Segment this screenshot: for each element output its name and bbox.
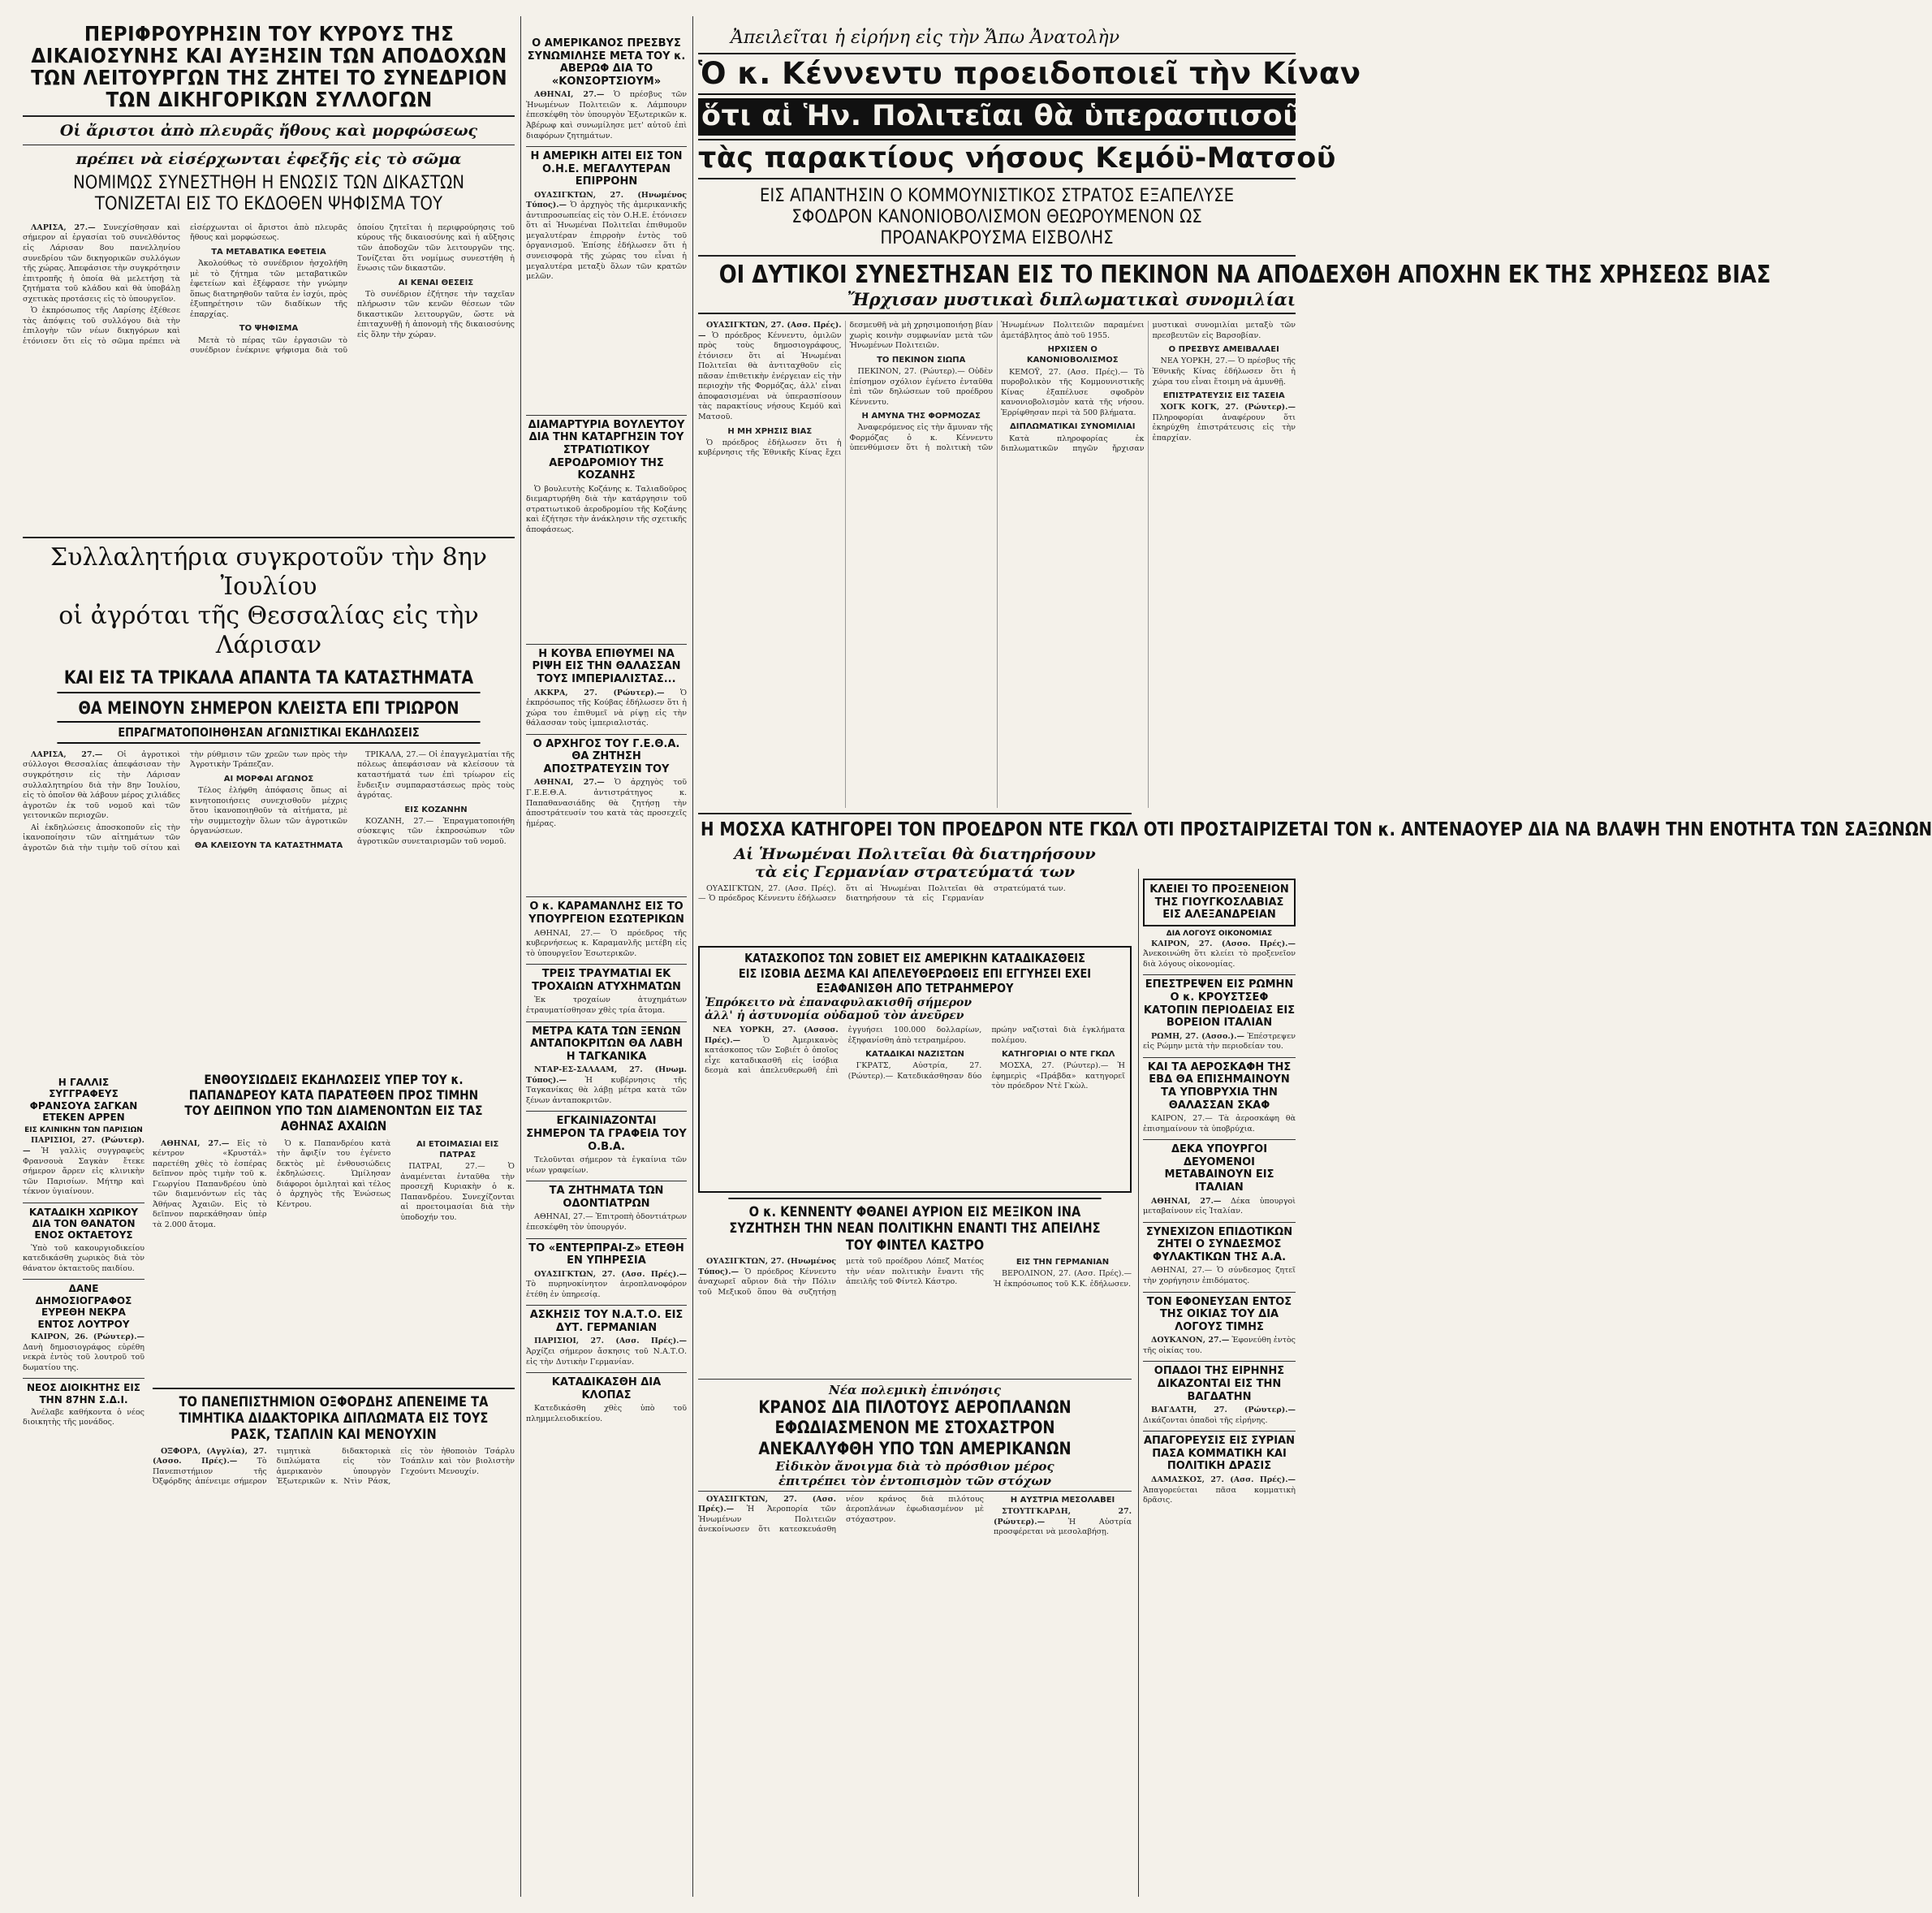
dateline: ΡΩΜΗ, 27. (Ασσο.).— — [1151, 1031, 1244, 1041]
arrest-headline: ΣΥΝΕΧΙΖΟΝ ΕΠΙΔΟΤΙΚΩΝ ΖΗΤΕΙ Ο ΣΥΝΔΕΣΜΟΣ ΦΥΛΑΚΤΙΚΩΝ ΤΗΣ Α.Α. — [1143, 1222, 1296, 1264]
dentists-body: ΑΘΗΝΑΙ, 27.— Ἐπιτροπὴ ὀδοντιάτρων ἐπεσκέφθη τὸν ὑπουργόν. — [526, 1212, 687, 1232]
gaulle-subhead: Αἱ Ἡνωμέναι Πολιτεῖαι θὰ διατηρήσουν — [734, 844, 1096, 863]
ministers-body: ΑΘΗΝΑΙ, 27.— Δέκα ὑπουργοὶ μεταβαίνουν εἰς Ἰταλίαν. — [1143, 1196, 1296, 1216]
section-heading: ΕΙΣ ΤΗΝ ΓΕΡΜΑΝΙΑΝ — [1016, 1258, 1110, 1267]
papandreou-body: ΑΘΗΝΑΙ, 27.— Εἰς τὸ κέντρον «Κρυστάλ» παρετέθη χθὲς τὸ ἑσπέρας δεῖπνον πρὸς τιμὴν τοῦ κ. Γεωργίου Παπανδρέου ὑπὸ τῶν διαμενόντων εἰς τὰς Ἀθήνας Ἀχαιῶν. Εἰς τὸ δεῖπνον παρεκάθησαν ὑπὲρ τὰ 2.000 ἄτομα. Ὁ κ. Παπανδρέου κατὰ τὴν ἄφιξίν του ἐγένετο δεκτὸς μὲ ἐνθουσιώδεις ἐκδηλώσεις. Ὡμίλησαν διάφοροι ὁμιληταὶ καὶ τέλος ὁ ἀρχηγὸς τῆς Ἑνώσεως Κέντρου. ΑΙ ΕΤΟΙΜΑΣΙΑΙ ΕΙΣ ΠΑΤΡΑΣ ΠΑΤΡΑΙ, 27.— Ὁ ἀναμένεται ἐνταῦθα τὴν προσεχῆ Κυριακὴν ὁ κ. Παπανδρέου. Συνεχίζονται αἱ προετοιμασίαι διὰ τὴν ὑποδοχήν του. — [153, 1138, 515, 1229]
dateline: ΟΥΑΣΙΓΚΤΩΝ, 27. (Ασσ. Πρές).— — [698, 321, 842, 340]
section-heading: ΤΟ ΨΗΦΙΣΜΑ — [239, 324, 299, 334]
syria-headline: ΑΠΑΓΟΡΕΥΣΙΣ ΕΙΣ ΣΥΡΙΑΝ ΠΑΣΑ ΚΟΜΜΑΤΙΚΗ ΚΑΙ ΠΟΛΙΤΙΚΗ ΔΡΑΣΙΣ — [1143, 1431, 1296, 1473]
gaulle-headline: Η ΜΟΣΧΑ ΚΑΤΗΓΟΡΕΙ ΤΟΝ ΠΡΟΕΔΡΟΝ ΝΤΕ ΓΚΩΛ ΟΤΙ ΠΡΟΣΤΑΙΡΙΖΕΤΑΙ ΤΟΝ κ. ΑΝΤΕΝΑΟΥΕΡ ΔΙΑ ΝΑ ΒΛΑΨΗ ΤΗΝ ΕΝΟΤΗΤΑ ΤΩΝ ΣΑΞΩΝΩΝ — [700, 819, 1932, 841]
accident-body: Ἐκ τροχαίων ἀτυχημάτων ἐτραυματίσθησαν χθὲς τρία ἄτομα. — [526, 995, 687, 1015]
cuba-headline: Η ΚΟΥΒΑ ΕΠΙΘΥΜΕΙ ΝΑ ΡΙΨΗ ΕΙΣ ΤΗΝ ΘΑΛΑΣΣΑΝ ΤΟΥΣ ΙΜΠΕΡΙΑΛΙΣΤΑΣ... — [526, 644, 687, 686]
dateline: ΧΟΓΚ ΚΟΓΚ, 27. (Ρώυτερ).— — [1160, 403, 1296, 412]
section-heading: Η ΑΥΣΤΡΙΑ ΜΕΣΟΛΑΒΕΙ — [1010, 1495, 1115, 1505]
theft-headline: ΚΑΤΑΔΙΚΑΣΘΗ ΔΙΑ ΚΛΟΠΑΣ — [526, 1372, 687, 1401]
helmet-subhead: Εἰδικὸν ἄνοιγμα διὰ τὸ πρόσθιον μέρος — [775, 1458, 1054, 1474]
dateline: ΝΤΑΡ-ΕΣ-ΣΑΛΑΑΜ, 27. (Ηνωμ. Τύπος).— — [526, 1065, 687, 1085]
dateline: ΟΥΑΣΙΓΚΤΩΝ, 27. (Ηνωμένος Τύπος).— — [698, 1257, 836, 1276]
dentists-headline: ΤΑ ΖΗΤΗΜΑΤΑ ΤΩΝ ΟΔΟΝΤΙΑΤΡΩΝ — [526, 1181, 687, 1210]
section-heading: ΕΙΣ ΚΟΖΑΝΗΝ — [404, 805, 468, 814]
rome-headline: ΕΠΕΣΤΡΕΨΕΝ ΕΙΣ ΡΩΜΗΝ Ο κ. ΚΡΟΥΣΤΣΕΦ ΚΑΤΟΠΙΝ ΠΕΡΙΟΔΕΙΑΣ ΕΙΣ ΒΟΡΕΙΟΝ ΙΤΑΛΙΑΝ — [1143, 974, 1296, 1029]
dateline: ΚΑΙΡΟΝ, 26. (Ρώυτερ).— — [31, 1332, 144, 1341]
farmers-deck: ΘΑ ΜΕΙΝΟΥΝ ΣΗΜΕΡΟΝ ΚΛΕΙΣΤΑ ΕΠΙ ΤΡΙΩΡΟΝ — [78, 697, 459, 718]
dateline: ΔΑΜΑΣΚΟΣ, 27. (Ασσ. Πρές).— — [1151, 1475, 1296, 1484]
karamanlis-headline: Ο κ. ΚΑΡΑΜΑΝΛΗΣ ΕΙΣ ΤΟ ΥΠΟΥΡΓΕΙΟΝ ΕΣΩΤΕΡΙΚΩΝ — [526, 896, 687, 926]
brief-subhead: ΕΙΣ ΚΛΙΝΙΚΗΝ ΤΩΝ ΠΑΡΙΣΙΩΝ — [24, 1126, 143, 1135]
column-rule — [692, 16, 693, 1897]
nato-body: ΠΑΡΙΣΙΟΙ, 27. (Ασσ. Πρές).— Ἀρχίζει σήμερον ἄσκησις τοῦ Ν.Α.Τ.Ο. εἰς τὴν Δυτικὴν Γερμανίαν. — [526, 1337, 687, 1367]
gesa-body: ΑΘΗΝΑΙ, 27.— Ὁ ἀρχηγὸς τοῦ Γ.Ε.Ε.Θ.Α. ἀντιστράτηγος κ. Παπαθανασιάδης θὰ ζητήσῃ τὴν ἀποστράτευσίν του κατὰ τὰς προσεχεῖς ἡμέρας. — [526, 778, 688, 828]
peace-body: ΒΑΓΔΑΤΗ, 27. (Ρώυτερ).— Δικάζονται ὀπαδοὶ τῆς εἰρήνης. — [1143, 1406, 1296, 1425]
kozani-body: Ὁ βουλευτὴς Κοζάνης κ. Ταλιαδοῦρος διεμαρτυρήθη διὰ τὴν κατάργησιν τοῦ στρατιωτικοῦ ἀεροδρομίου τῆς Κοζάνης καὶ ἐζήτησε τὴν ἀνάκλησιν τῆς σχετικῆς ἀποφάσεως. — [526, 484, 687, 534]
syria-body: ΔΑΜΑΣΚΟΣ, 27. (Ασσ. Πρές).— Ἀπαγορεύεται πᾶσα κομματικὴ δρᾶσις. — [1143, 1475, 1296, 1505]
brief-headline: ΝΕΟΣ ΔΙΟΙΚΗΤΗΣ ΕΙΣ ΤΗΝ 87ΗΝ Σ.Δ.Ι. — [23, 1378, 144, 1406]
dateline: ΟΥΑΣΙΓΚΤΩΝ, 27. (Ασσ. Πρές).— — [534, 1269, 687, 1279]
brief-body: ΠΑΡΙΣΙΟΙ, 27. (Ρώυτερ).— Ἡ γαλλὶς συγγραφεὺς Φρανσουὰ Σαγκὰν ἔτεκε σήμερον ἄρρεν εἰς κλινικὴν τῶν Παρισίων. Μήτηρ καὶ τέκνον ὑγιαίνουν. — [23, 1136, 144, 1197]
brief-body: ΚΑΙΡΟΝ, 26. (Ρώυτερ).— Δανὴ δημοσιογράφος εὑρέθη νεκρὰ ἐντὸς τοῦ λουτροῦ τοῦ δωματίου της. — [23, 1332, 144, 1372]
averof-headline: Ο ΑΜΕΡΙΚΑΝΟΣ ΠΡΕΣΒΥΣ ΣΥΝΩΜΙΛΗΣΕ ΜΕΤΑ ΤΟΥ κ. ΑΒΕΡΩΦ ΔΙΑ ΤΟ «ΚΟΝΣΟΡΤΣΙΟΥΜ» — [527, 37, 686, 88]
dateline: ΒΑΓΔΑΤΗ, 27. (Ρώυτερ).— — [1151, 1406, 1296, 1415]
mexico-body: ΟΥΑΣΙΓΚΤΩΝ, 27. (Ηνωμένος Τύπος).— Ὁ πρόεδρος Κέννεντυ ἀναχωρεῖ αὔριον διὰ τὴν Πόλιν τοῦ Μεξικοῦ ὅπου θὰ συζητήσῃ μετὰ τοῦ προέδρου Λόπεζ Ματέος τὴν νέαν πολιτικὴν ἔναντι τῆς ἀπειλῆς τοῦ Φίντελ Κάστρο. ΕΙΣ ΤΗΝ ΓΕΡΜΑΝΙΑΝ ΒΕΡΟΛΙΝΟΝ, 27. (Ασσ. Πρές).— Ἡ ἐκπρόσωπος τοῦ Κ.Κ. ἐδήλωσεν. — [698, 1257, 1132, 1297]
section-heading: Η ΜΗ ΧΡΗΣΙΣ ΒΙΑΣ — [727, 426, 813, 436]
helmet-kicker: Νέα πολεμικὴ ἐπινόησις — [698, 1379, 1132, 1397]
accident-headline: ΤΡΕΙΣ ΤΡΑΥΜΑΤΙΑΙ ΕΚ ΤΡΟΧΑΙΩΝ ΑΤΥΧΗΜΑΤΩΝ — [526, 964, 687, 993]
averof-body: ΑΘΗΝΑΙ, 27.— Ὁ πρέσβυς τῶν Ἡνωμένων Πολιτειῶν κ. Λάμπουρν ἐπεσκέφθη τὸν ὑπουργὸν Ἐξωτερικῶν κ. Ἀβέρωφ καὶ συνωμίλησε μετ' αὐτοῦ ἐπὶ διαφόρων ζητημάτων. — [526, 90, 688, 140]
section-heading: ΚΑΤΑΔΙΚΑΙ ΝΑΖΙΣΤΩΝ — [865, 1050, 964, 1060]
kennedy-headline: τὰς παρακτίους νήσους Κεμόϋ-Ματσοῦ — [698, 139, 1296, 179]
helmet-subhead: ἐπιτρέπει τὸν ἐντοπισμὸν τῶν στόχων — [698, 1474, 1132, 1492]
dateline: ΑΘΗΝΑΙ, 27.— — [534, 90, 605, 100]
rome-body: ΡΩΜΗ, 27. (Ασσο.).— Ἐπέστρεψεν εἰς Ρώμην μετὰ τὴν περιοδείαν του. — [1143, 1031, 1296, 1052]
alex-body: ΚΑΙΡΟΝ, 27. (Ασσο. Πρές).— Ἀνεκοινώθη ὅτι κλείει τὸ προξενεῖον διὰ λόγους οἰκονομίας. — [1143, 939, 1296, 969]
dateline: ΝΕΑ ΥΟΡΚΗ, 27. (Ασσοσ. Πρές).— — [705, 1026, 839, 1045]
dateline: ΑΚΚΡΑ, 27. (Ρώυτερ).— — [534, 688, 665, 697]
dateline: ΔΟΥΚΑΝΟΝ, 27.— — [1151, 1336, 1230, 1345]
section-heading: ΘΑ ΚΛΕΙΣΟΥΝ ΤΑ ΚΑΤΑΣΤΗΜΑΤΑ — [194, 840, 343, 850]
papandreou-headline: ΕΝΘΟΥΣΙΩΔΕΙΣ ΕΚΔΗΛΩΣΕΙΣ ΥΠΕΡ ΤΟΥ κ. ΠΑΠΑΝΔΡΕΟΥ ΚΑΤΑ ΠΑΡΑΤΕΘΕΝ ΠΡΟΣ ΤΙΜΗΝ ΤΟΥ ΔΕΙΠΝΟΝ ΥΠΟ ΤΩΝ ΔΙΑΜΕΝΟΝΤΩΝ ΕΙΣ ΤΑΣ ΑΘΗΝΑΣ ΑΧΑΙΩΝ — [184, 1071, 483, 1134]
west-subhead: Ἤρχισαν μυστικαὶ διπλωματικαὶ συνομιλίαι — [698, 289, 1296, 314]
lawyers-headline: ΠΕΡΙΦΡΟΥΡΗΣΙΝ ΤΟΥ ΚΥΡΟΥΣ ΤΗΣ ΔΙΚΑΙΟΣΥΝΗΣ ΚΑΙ ΑΥΞΗΣΙΝ ΤΩΝ ΑΠΟΔΟΧΩΝ ΤΩΝ ΛΕΙΤΟΥΡΓΩΝ ΤΗΣ ΖΗΤΕΙ ΤΟ ΣΥΝΕΔΡΙΟΝ ΤΩΝ ΔΙΚΗΓΟΡΙΚΩΝ ΣΥΛΛΟΓΩΝ — [31, 22, 508, 111]
lawyers-deck: ΝΟΜΙΜΩΣ ΣΥΝΕΣΤΗΘΗ Η ΕΝΩΣΙΣ ΤΩΝ ΔΙΚΑΣΤΩΝ ΤΟΝΙΖΕΤΑΙ ΕΙΣ ΤΟ ΕΚΔΟΘΕΝ ΨΗΦΙΣΜΑ ΤΟΥ — [72, 173, 465, 214]
enterprise-body: ΟΥΑΣΙΓΚΤΩΝ, 27. (Ασσ. Πρές).— Τὸ πυρηνοκίνητον ἀεροπλανοφόρον ἐτέθη ἐν ὑπηρεσίᾳ. — [526, 1269, 687, 1299]
section-heading: ΚΑΤΗΓΟΡΙΑΙ Ο ΝΤΕ ΓΚΩΛ — [1001, 1050, 1115, 1060]
helmet-headline: ΚΡΑΝΟΣ ΔΙΑ ΠΙΛΟΤΟΥΣ ΑΕΡΟΠΛΑΝΩΝ ΕΦΩΔΙΑΣΜΕΝΟΝ ΜΕ ΣΤΟΧΑΣΤΡΟΝ ΑΝΕΚΑΛΥΦΘΗ ΥΠΟ ΤΩΝ ΑΜΕΡΙΚΑΝΩΝ — [758, 1397, 1072, 1458]
section-heading: ΕΠΙΣΤΡΑΤΕΥΣΙΣ ΕΙΣ ΤΑΣΕΙΑ — [1162, 391, 1285, 401]
oxford-body: ΟΞΦΟΡΔ, (Αγγλία), 27. (Ασσο. Πρές).— Τὸ Πανεπιστήμιον τῆς Ὀξφόρδης ἀπένειμε σήμερον τιμητικὰ διδακτορικὰ διπλώματα εἰς τὸν ἀμερικανὸν ὑπουργὸν Ἐξωτερικῶν κ. Ντὶν Ράσκ, εἰς τὸν ἠθοποιὸν Τσάρλυ Τσάπλιν καὶ τὸν βιολιστὴν Γεχούντι Μενουχίν. — [153, 1446, 515, 1487]
section-heading: Ο ΠΡΕΣΒΥΣ ΑΜΕΙΒΑΛΑΕΙ — [1168, 345, 1279, 355]
dateline: ΑΘΗΝΑΙ, 27.— — [534, 778, 605, 788]
lawyers-article: ΛΑΡΙΣΑ, 27.— Συνεχίσθησαν καὶ σήμερον αἱ ἐργασίαι τοῦ συνελθόντος εἰς Λάρισαν 8ου πανελληνίου συνεδρίου τῶν δικηγορικῶν συλλόγων τῆς χώρας. Ἀπεφάσισε τὴν συγκρότησιν ἐπιτροπῆς ἡ ὁποία θὰ μελετήσῃ τὰ ζητήματα τοῦ κλάδου καὶ θὰ ὑποβάλῃ σχετικὰς προτάσεις εἰς τὸ ὑπουργεῖον. Ὁ ἐκπρόσωπος τῆς Λαρίσης ἐξέθεσε τὰς ἀπόψεις τοῦ συλλόγου διὰ τὴν ἐπιλογὴν τῶν νέων δικηγόρων καὶ ἐτόνισεν ὅτι εἰς τὸ σῶμα πρέπει νὰ εἰσέρχωνται οἱ ἄριστοι ἀπὸ πλευρᾶς ἤθους καὶ μορφώσεως. ΤΑ ΜΕΤΑΒΑΤΙΚΑ ΕΦΕΤΕΙΑ Ἀκολούθως τὸ συνέδριον ἠσχολήθη μὲ τὸ ζήτημα τῶν μεταβατικῶν ἐφετείων καὶ ἐξέφρασε τὴν γνώμην ὅπως διατηρηθοῦν ταῦτα ἐν ἰσχύι, πρὸς ἐξυπηρέτησιν τῶν διαδίκων τῆς ἐπαρχίας. ΤΟ ΨΗΦΙΣΜΑ Μετὰ τὸ πέρας τῶν ἐργασιῶν τὸ συνέδριον ἐνέκρινε ψήφισμα διὰ τοῦ ὁποίου ζητεῖται ἡ περιφρούρησις τοῦ κύρους τῆς δικαιοσύνης καὶ ἡ αὔξησις τῶν ἀποδοχῶν τῶν λειτουργῶν της. Τονίζεται ὅτι νομίμως συνεστήθη ἡ ἕνωσις τῶν δικαστῶν. ΑΙ ΚΕΝΑΙ ΘΕΣΕΙΣ Τὸ συνέδριον ἐζήτησε τὴν ταχεῖαν πλήρωσιν τῶν κενῶν θέσεων τῶν δικαστικῶν λειτουργῶν, ὥστε νὰ ἐπιταχυνθῇ ἡ ἀπονομὴ τῆς δικαιοσύνης εἰς ὅλην τὴν χώραν. — [23, 222, 515, 356]
tanganyika-body: ΝΤΑΡ-ΕΣ-ΣΑΛΑΑΜ, 27. (Ηνωμ. Τύπος).— Ἡ κυβέρνησις τῆς Ταγκανίκας θὰ λάβῃ μέτρα κατὰ τῶν ξένων ἀνταποκριτῶν. — [526, 1065, 687, 1105]
gesa-headline: Ο ΑΡΧΗΓΟΣ ΤΟΥ Γ.Ε.Θ.Α. ΘΑ ΖΗΤΗΣΗ ΑΠΟΣΤΡΑΤΕΥΣΙΝ ΤΟΥ — [526, 734, 687, 776]
section-heading: ΔΙΠΛΩΜΑΤΙΚΑΙ ΣΥΝΟΜΙΛΙΑΙ — [1009, 422, 1136, 432]
kennedy-article: ΟΥΑΣΙΓΚΤΩΝ, 27. (Ασσ. Πρές).— Ὁ πρόεδρος Κέννεντυ, ὁμιλῶν πρὸς τοὺς δημοσιογράφους, ἐτόνισεν ὅτι αἱ Ἡνωμέναι Πολιτεῖαι θὰ ἀντιταχθοῦν εἰς πᾶσαν ἐπιθετικὴν ἐνέργειαν εἰς τὴν περιοχὴν τῆς Φορμόζας, ἀλλ' εἶναι ἀποφασισμέναι νὰ ὑπερασπίσουν τὰς παρακτίους νήσους Κεμόϋ καὶ Ματσοῦ. Η ΜΗ ΧΡΗΣΙΣ ΒΙΑΣ Ὁ πρόεδρος ἐδήλωσεν ὅτι ἡ κυβέρνησις τῆς Ἐθνικῆς Κίνας ἔχει δεσμευθῆ νὰ μὴ χρησιμοποιήσῃ βίαν χωρὶς κοινὴν συμφωνίαν μετὰ τῶν Ἡνωμένων Πολιτειῶν. ΤΟ ΠΕΚΙΝΟΝ ΣΙΩΠΑ ΠΕΚΙΝΟΝ, 27. (Ρώυτερ).— Οὐδὲν ἐπίσημον σχόλιον ἐγένετο ἐνταῦθα ἐπὶ τῶν δηλώσεων τοῦ προέδρου Κέννεντυ. Η ΑΜΥΝΑ ΤΗΣ ΦΟΡΜΟΖΑΣ Ἀναφερόμενος εἰς τὴν ἄμυναν τῆς Φορμόζας ὁ κ. Κέννεντυ ὑπενθύμισεν ὅτι ἡ πολιτικὴ τῶν Ἡνωμένων Πολιτειῶν παραμένει ἀμετάβλητος ἀπὸ τοῦ 1955. ΗΡΧΙΣΕΝ Ο ΚΑΝΟΝΙΟΒΟΛΙΣΜΟΣ ΚΕΜΟΫ, 27. (Ασσ. Πρές).— Τὸ πυροβολικὸν τῆς Κομμουνιστικῆς Κίνας ἐξαπέλυσε σφοδρὸν κανονιοβολισμὸν κατὰ τῆς νήσου. Ἐρρίφθησαν περὶ τὰ 500 βλήματα. ΔΙΠΛΩΜΑΤΙΚΑΙ ΣΥΝΟΜΙΛΙΑΙ Κατὰ πληροφορίας ἐκ διπλωματικῶν πηγῶν ἤρχισαν μυστικαὶ συνομιλίαι μεταξὺ τῶν πρεσβευτῶν εἰς Βαρσοβίαν. Ο ΠΡΕΣΒΥΣ ΑΜΕΙΒΑΛΑΕΙ ΝΕΑ ΥΟΡΚΗ, 27.— Ὁ πρέσβυς τῆς Ἐθνικῆς Κίνας ἐδήλωσεν ὅτι ἡ χώρα του εἶναι ἕτοιμη νὰ ἀμυνθῇ. ΕΠΙΣΤΡΑΤΕΥΣΙΣ ΕΙΣ ΤΑΣΕΙΑ ΧΟΓΚ ΚΟΓΚ, 27. (Ρώυτερ).— Πληροφορίαι ἀναφέρουν ὅτι ἐκηρύχθη ἐπιστράτευσις εἰς τὴν ἐπαρχίαν. — [698, 321, 1296, 458]
tanganyika-headline: ΜΕΤΡΑ ΚΑΤΑ ΤΩΝ ΞΕΝΩΝ ΑΝΤΑΠΟΚΡΙΤΩΝ ΘΑ ΛΑΒΗ Η ΤΑΓΚΑΝΙΚΑ — [526, 1021, 687, 1064]
briefs-column — [23, 1072, 144, 1561]
farmers-deck: ΚΑΙ ΕΙΣ ΤΑ ΤΡΙΚΑΛΑ ΑΠΑΝΤΑ ΤΑ ΚΑΤΑΣΤΗΜΑΤΑ — [57, 665, 480, 693]
oie-body: ΟΥΑΣΙΓΚΤΩΝ, 27. (Ηνωμένος Τύπος).— Ὁ ἀρχηγὸς τῆς ἀμερικανικῆς ἀντιπροσωπείας εἰς τὸν Ο.Η.Ε. ἐτόνισεν ὅτι αἱ Ἡνωμέναι Πολιτεῖαι ἐπιθυμοῦν μεγαλυτέραν ἐπιρροὴν ἐντὸς τοῦ ὀργανισμοῦ. Ἐπίσης ἐδήλωσεν ὅτι ἡ συνεισφορὰ τῆς χώρας του εἶναι ἡ μεγαλυτέρα μεταξὺ ὅλων τῶν κρατῶν μελῶν. — [526, 190, 687, 282]
dateline: ΑΘΗΝΑΙ, 27.— — [1151, 1196, 1222, 1206]
karamanlis-body: ΑΘΗΝΑΙ, 27.— Ὁ πρόεδρος τῆς κυβερνήσεως κ. Καραμανλῆς μετέβη εἰς τὸ ὑπουργεῖον Ἐσωτερικῶν. — [526, 928, 687, 958]
cuba-body: ΑΚΚΡΑ, 27. (Ρώυτερ).— Ὁ ἐκπρόσωπος τῆς Κούβας ἐδήλωσεν ὅτι ἡ χώρα του ἐπιθυμεῖ νὰ ρίψῃ εἰς τὴν θάλασσαν τοὺς ἰμπεριαλιστάς. — [526, 688, 687, 728]
kennedy-headline: Ὁ κ. Κέννεντυ προειδοποιεῖ τὴν Κίναν — [698, 53, 1296, 95]
enterprise-headline: ΤΟ «ΕΝΤΕΡΠΡΑΙ-Ζ» ΕΤΕΘΗ ΕΝ ΥΠΗΡΕΣΙΑ — [526, 1238, 687, 1267]
left-section — [23, 23, 515, 1900]
brief-body: Ἀνέλαβε καθήκοντα ὁ νέος διοικητὴς τῆς μονάδος. — [23, 1407, 144, 1427]
far-right-section — [1143, 874, 1296, 1900]
dateline: ΛΑΡΙΣΑ, 27.— — [31, 222, 96, 232]
middle-section — [526, 32, 687, 1900]
alex-headline: ΚΛΕΙΕΙ ΤΟ ΠΡΟΞΕΝΕΙΟΝ ΤΗΣ ΓΙΟΥΓΚΟΣΛΑΒΙΑΣ ΕΙΣ ΑΛΕΞΑΝΔΡΕΙΑΝ — [1143, 879, 1296, 926]
brief-headline: ΔΑΝΕ ΔΗΜΟΣΙΟΓΡΑΦΟΣ ΕΥΡΕΘΗ ΝΕΚΡΑ ΕΝΤΟΣ ΛΟΥΤΡΟΥ — [23, 1279, 144, 1330]
dateline: ΑΘΗΝΑΙ, 27.— — [161, 1138, 230, 1148]
section-heading: ΗΡΧΙΣΕΝ Ο ΚΑΝΟΝΙΟΒΟΛΙΣΜΟΣ — [1026, 345, 1119, 365]
papandreou-article — [153, 1072, 515, 1561]
west-headline: ΟΙ ΔΥΤΙΚΟΙ ΣΥΝΕΣΤΗΣΑΝ ΕΙΣ ΤΟ ΠΕΚΙΝΟΝ ΝΑ ΑΠΟΔΕΧΘΗ ΑΠΟΧΗΝ ΕΚ ΤΗΣ ΧΡΗΣΕΩΣ ΒΙΑΣ — [718, 260, 1771, 289]
dateline: ΟΥΑΣΙΓΚΤΩΝ, 27. (Ηνωμένος Τύπος).— — [526, 190, 687, 210]
kozani-headline: ΔΙΑΜΑΡΤΥΡΙΑ ΒΟΥΛΕΥΤΟΥ ΔΙΑ ΤΗΝ ΚΑΤΑΡΓΗΣΙΝ ΤΟΥ ΣΤΡΑΤΙΩΤΙΚΟΥ ΑΕΡΟΔΡΟΜΙΟΥ ΤΗΣ ΚΟΖΑΝΗΣ — [526, 415, 687, 482]
section-heading: ΑΙ ΕΤΟΙΜΑΣΙΑΙ ΕΙΣ ΠΑΤΡΑΣ — [416, 1139, 499, 1159]
farmers-headline: Συλλαλητήρια συγκροτοῦν τὴν 8ην Ἰουλίου — [50, 542, 487, 601]
dateline: ΣΤΟΥΤΓΚΑΡΔΗ, 27. (Ρώυτερ).— — [994, 1506, 1132, 1527]
spy-subhead: Ἐπρόκειτο νὰ ἐπαναφυλακισθῆ σήμερον — [705, 996, 972, 1010]
section-heading: Η ΑΜΥΝΑ ΤΗΣ ΦΟΡΜΟΖΑΣ — [861, 412, 981, 421]
fled-body: ΔΟΥΚΑΝΟΝ, 27.— Ἐφονεύθη ἐντὸς τῆς οἰκίας του. — [1143, 1336, 1296, 1355]
lawyers-subhead: Οἱ ἄριστοι ἀπὸ πλευρᾶς ἤθους καὶ μορφώσεως — [59, 122, 478, 140]
arrest-body: ΑΘΗΝΑΙ, 27.— Ὁ σύνδεσμος ζητεῖ τὴν χορήγησιν ἐπιδόματος. — [1143, 1266, 1296, 1285]
farmers-deck: ΕΠΡΑΓΜΑΤΟΠΟΙΗΘΗΣΑΝ ΑΓΩΝΙΣΤΙΚΑΙ ΕΚΔΗΛΩΣΕΙΣ — [57, 721, 480, 744]
brief-headline: Η ΓΑΛΛΙΣ ΣΥΓΓΡΑΦΕΥΣ ΦΡΑΝΣΟΥΑ ΣΑΓΚΑΝ ΕΤΕΚΕΝ ΑΡΡΕΝ — [29, 1076, 138, 1124]
kennedy-deck: ΕΙΣ ΑΠΑΝΤΗΣΙΝ Ο ΚΟΜΜΟΥΝΙΣΤΙΚΟΣ ΣΤΡΑΤΟΣ ΕΞΑΠΕΛΥΣΕ ΣΦΟΔΡΟΝ ΚΑΝΟΝΙΟΒΟΛΙΣΜΟΝ ΘΕΩΡΟΥΜΕΝΟΝ ΩΣ ΠΡΟΑΝΑΚΡΟΥΣΜΑ ΕΙΣΒΟΛΗΣ — [759, 185, 1235, 249]
spy-headline: ΚΑΤΑΣΚΟΠΟΣ ΤΩΝ ΣΟΒΙΕΤ ΕΙΣ ΑΜΕΡΙΚΗΝ ΚΑΤΑΔΙΚΑΣΘΕΙΣ ΕΙΣ ΙΣΟΒΙΑ ΔΕΣΜΑ ΚΑΙ ΑΠΕΛΕΥΘΕΡΩΘΕΙΣ ΕΠΙ ΕΓΓΥΗΣΕΙ ΕΧΕΙ ΕΞΑΦΑΝΙΣΘΗ ΑΠΟ ΤΕΤΡΑΗΜΕΡΟΥ — [738, 950, 1092, 996]
spy-box — [698, 946, 1132, 1193]
oba-body: Τελοῦνται σήμερον τὰ ἐγκαίνια τῶν νέων γραφείων. — [526, 1155, 687, 1175]
gaulle-body: ΟΥΑΣΙΓΚΤΩΝ, 27. (Ασσ. Πρές).— Ὁ πρόεδρος Κέννεντυ ἐδήλωσεν ὅτι αἱ Ἡνωμέναι Πολιτεῖαι θὰ διατηρήσουν τὰ εἰς Γερμανίαν στρατεύματά των. — [698, 883, 1066, 904]
peace-headline: ΟΠΑΔΟΙ ΤΗΣ ΕΙΡΗΝΗΣ ΔΙΚΑΖΟΝΤΑΙ ΕΙΣ ΤΗΝ ΒΑΓΔΑΤΗΝ — [1143, 1361, 1296, 1403]
sea-body: ΚΑΙΡΟΝ, 27.— Τὰ ἀεροσκάφη θὰ ἐπισημαίνουν τὰ ὑποβρύχια. — [1143, 1114, 1296, 1134]
farmers-article: ΛΑΡΙΣΑ, 27.— Οἱ ἀγροτικοὶ σύλλογοι Θεσσαλίας ἀπεφάσισαν τὴν συγκρότησιν εἰς τὴν Λάρισαν συλλαλητηρίου διὰ τὴν 8ην Ἰουλίου, εἰς τὸ ὁποῖον θὰ λάβουν μέρος χιλιάδες ἀγροτῶν ἐκ τοῦ νομοῦ καὶ τῶν γειτονικῶν περιοχῶν. Αἱ ἐκδηλώσεις ἀποσκοποῦν εἰς τὴν ἱκανοποίησιν τῶν αἰτημάτων τῶν ἀγροτῶν διὰ τὴν τιμὴν τοῦ σίτου καὶ τὴν ρύθμισιν τῶν χρεῶν των πρὸς τὴν Ἀγροτικὴν Τράπεζαν. ΑΙ ΜΟΡΦΑΙ ΑΓΩΝΟΣ Τέλος ἐλήφθη ἀπόφασις ὅπως αἱ κινητοποιήσεις συνεχισθοῦν μέχρις ὅτου ἱκανοποιηθοῦν τὰ αἰτήματα, μὲ τὴν συμμετοχὴν ὅλων τῶν ἀγροτικῶν ὀργανώσεων. ΘΑ ΚΛΕΙΣΟΥΝ ΤΑ ΚΑΤΑΣΤΗΜΑΤΑ ΤΡΙΚΑΛΑ, 27.— Οἱ ἐπαγγελματίαι τῆς πόλεως ἀπεφάσισαν νὰ κλείσουν τὰ καταστήματά των ἐπὶ τρίωρον εἰς ἔνδειξιν συμπαραστάσεως πρὸς τοὺς ἀγρότας. ΕΙΣ ΚΟΖΑΝΗΝ ΚΟΖΑΝΗ, 27.— Ἐπραγματοποιήθη σύσκεψις τῶν ἐκπροσώπων τῶν ἀγροτικῶν συνεταιρισμῶν τοῦ νομοῦ. — [23, 749, 515, 853]
oba-headline: ΕΓΚΑΙΝΙΑΖΟΝΤΑΙ ΣΗΜΕΡΟΝ ΤΑ ΓΡΑΦΕΙΑ ΤΟΥ Ο.Β.Α. — [526, 1111, 687, 1153]
lawyers-subhead: πρέπει νὰ εἰσέρχωνται ἐφεξῆς εἰς τὸ σῶμα — [75, 150, 462, 168]
brief-headline: ΚΑΤΑΔΙΚΗ ΧΩΡΙΚΟΥ ΔΙΑ ΤΟΝ ΘΑΝΑΤΟΝ ΕΝΟΣ ΟΚΤΑΕΤΟΥΣ — [23, 1203, 144, 1242]
dateline: ΟΞΦΟΡΔ, (Αγγλία), 27. (Ασσο. Πρές).— — [153, 1446, 267, 1466]
helmet-body: ΟΥΑΣΙΓΚΤΩΝ, 27. (Ασσ. Πρές).— Ἡ Ἀεροπορία τῶν Ἡνωμένων Πολιτειῶν ἀνεκοίνωσεν ὅτι κατεσκευάσθη νέον κράνος διὰ πιλότους ἀεροπλάνων ἐφωδιασμένον μὲ στόχαστρον. Η ΑΥΣΤΡΙΑ ΜΕΣΟΛΑΒΕΙ ΣΤΟΥΤΓΚΑΡΔΗ, 27. (Ρώυτερ).— Ἡ Αὐστρία προσφέρεται νὰ μεσολαβήσῃ. — [698, 1494, 1132, 1537]
oie-headline: Η ΑΜΕΡΙΚΗ ΑΙΤΕΙ ΕΙΣ ΤΟΝ Ο.Η.Ε. ΜΕΓΑΛΥΤΕΡΑΝ ΕΠΙΡΡΟΗΝ — [526, 146, 687, 188]
brief-body: Ὑπὸ τοῦ κακουργιοδικείου κατεδικάσθη χωρικὸς διὰ τὸν θάνατον ὀκταετοῦς παιδίου. — [23, 1243, 144, 1273]
dateline: ΠΑΡΙΣΙΟΙ, 27. (Ασσ. Πρές).— — [534, 1337, 687, 1346]
dateline: ΟΥΑΣΙΓΚΤΩΝ, 27. (Ασσ. Πρές).— — [698, 1494, 836, 1514]
dateline: ΠΑΡΙΣΙΟΙ, 27. (Ρώυτερ).— — [23, 1136, 144, 1155]
dateline: ΚΑΙΡΟΝ, 27. (Ασσο. Πρές).— — [1151, 939, 1296, 948]
nato-headline: ΑΣΚΗΣΙΣ ΤΟΥ Ν.Α.Τ.Ο. ΕΙΣ ΔΥΤ. ΓΕΡΜΑΝΙΑΝ — [526, 1305, 687, 1334]
spy-subhead: ἀλλ' ἡ ἀστυνομία οὐδαμοῦ τὸν ἀνεῦρεν — [705, 1009, 964, 1023]
gaulle-subhead: τὰ εἰς Γερμανίαν στρατεύματά των — [754, 862, 1076, 881]
farmers-headline: οἱ ἀγρόται τῆς Θεσσαλίας εἰς τὴν Λάρισαν — [58, 601, 479, 659]
mexico-headline: Ο κ. ΚΕΝΝΕΝΤΥ ΦΘΑΝΕΙ ΑΥΡΙΟΝ ΕΙΣ ΜΕΞΙΚΟΝ ΙΝΑ ΣΥΖΗΤΗΣΗ ΤΗΝ ΝΕΑΝ ΠΟΛΙΤΙΚΗΝ ΕΝΑΝΤΙ ΤΗΣ ΑΠΕΙΛΗΣ ΤΟΥ ΦΙΝΤΕΛ ΚΑΣΤΡΟ — [728, 1198, 1101, 1254]
theft-body: Κατεδικάσθη χθὲς ὑπὸ τοῦ πλημμελειοδικείου. — [526, 1404, 687, 1423]
spy-body: ΝΕΑ ΥΟΡΚΗ, 27. (Ασσοσ. Πρές).— Ὁ Ἀμερικανὸς κατάσκοπος τῶν Σοβιέτ ὁ ὁποῖος εἶχε καταδικασθῆ εἰς ἰσόβια δεσμὰ καὶ ἀπελευθερωθῆ ἐπὶ ἐγγυήσει 100.000 δολλαρίων, ἐξηφανίσθη ἀπὸ τετραημέρου. ΚΑΤΑΔΙΚΑΙ ΝΑΖΙΣΤΩΝ ΓΚΡΑΤΣ, Αὐστρία, 27. (Ρώυτερ).— Κατεδικάσθησαν δύο πρώην ναζισταὶ διὰ ἐγκλήματα πολέμου. ΚΑΤΗΓΟΡΙΑΙ Ο ΝΤΕ ΓΚΩΛ ΜΟΣΧΑ, 27. (Ρώυτερ).— Ἡ ἐφημερὶς «Πράβδα» κατηγορεῖ τὸν πρόεδρον Ντὲ Γκὼλ. — [705, 1026, 1125, 1091]
kennedy-headline: ὅτι αἱ Ἡν. Πολιτεῖαι θὰ ὑπερασπισοῦν — [698, 98, 1296, 136]
section-heading: ΑΙ ΜΟΡΦΑΙ ΑΓΩΝΟΣ — [223, 774, 314, 784]
sea-headline: ΚΑΙ ΤΑ ΑΕΡΟΣΚΑΦΗ ΤΗΣ ΕΒΔ ΘΑ ΕΠΙΣΗΜΑΙΝΟΥΝ ΤΑ ΥΠΟΒΡΥΧΙΑ ΤΗΝ ΘΑΛΑΣΣΑΝ ΣΚΑΦ — [1143, 1057, 1296, 1112]
alex-subhead: ΔΙΑ ΛΟΓΟΥΣ ΟΙΚΟΝΟΜΙΑΣ — [1166, 929, 1273, 938]
oxford-headline: ΤΟ ΠΑΝΕΠΙΣΤΗΜΙΟΝ ΟΞΦΟΡΔΗΣ ΑΠΕΝΕΙΜΕ ΤΑ ΤΙΜΗΤΙΚΑ ΔΙΔΑΚΤΟΡΙΚΑ ΔΙΠΛΩΜΑΤΑ ΕΙΣ ΤΟΥΣ ΡΑΣΚ, ΤΣΑΠΛΙΝ ΚΑΙ ΜΕΝΟΥΧΙΝ — [179, 1393, 489, 1444]
section-heading: ΤΑ ΜΕΤΑΒΑΤΙΚΑ ΕΦΕΤΕΙΑ — [211, 247, 326, 257]
fled-headline: ΤΟΝ ΕΦΟΝΕΥΣΑΝ ΕΝΤΟΣ ΤΗΣ ΟΙΚΙΑΣ ΤΟΥ ΔΙΑ ΛΟΓΟΥΣ ΤΙΜΗΣ — [1143, 1292, 1296, 1334]
kennedy-kicker: Ἀπειλεῖται ἡ εἰρήνη εἰς τὴν Ἄπω Ἀνατολὴν — [731, 28, 1120, 48]
ministers-headline: ΔΕΚΑ ΥΠΟΥΡΓΟΙ ΔΕΥΟΜΕΝΟΙ ΜΕΤΑΒΑΙΝΟΥΝ ΕΙΣ ΙΤΑΛΙΑΝ — [1143, 1139, 1296, 1194]
section-heading: ΤΟ ΠΕΚΙΝΟΝ ΣΙΩΠΑ — [877, 355, 966, 365]
section-heading: ΑΙ ΚΕΝΑΙ ΘΕΣΕΙΣ — [398, 278, 474, 287]
column-rule — [520, 16, 521, 1897]
